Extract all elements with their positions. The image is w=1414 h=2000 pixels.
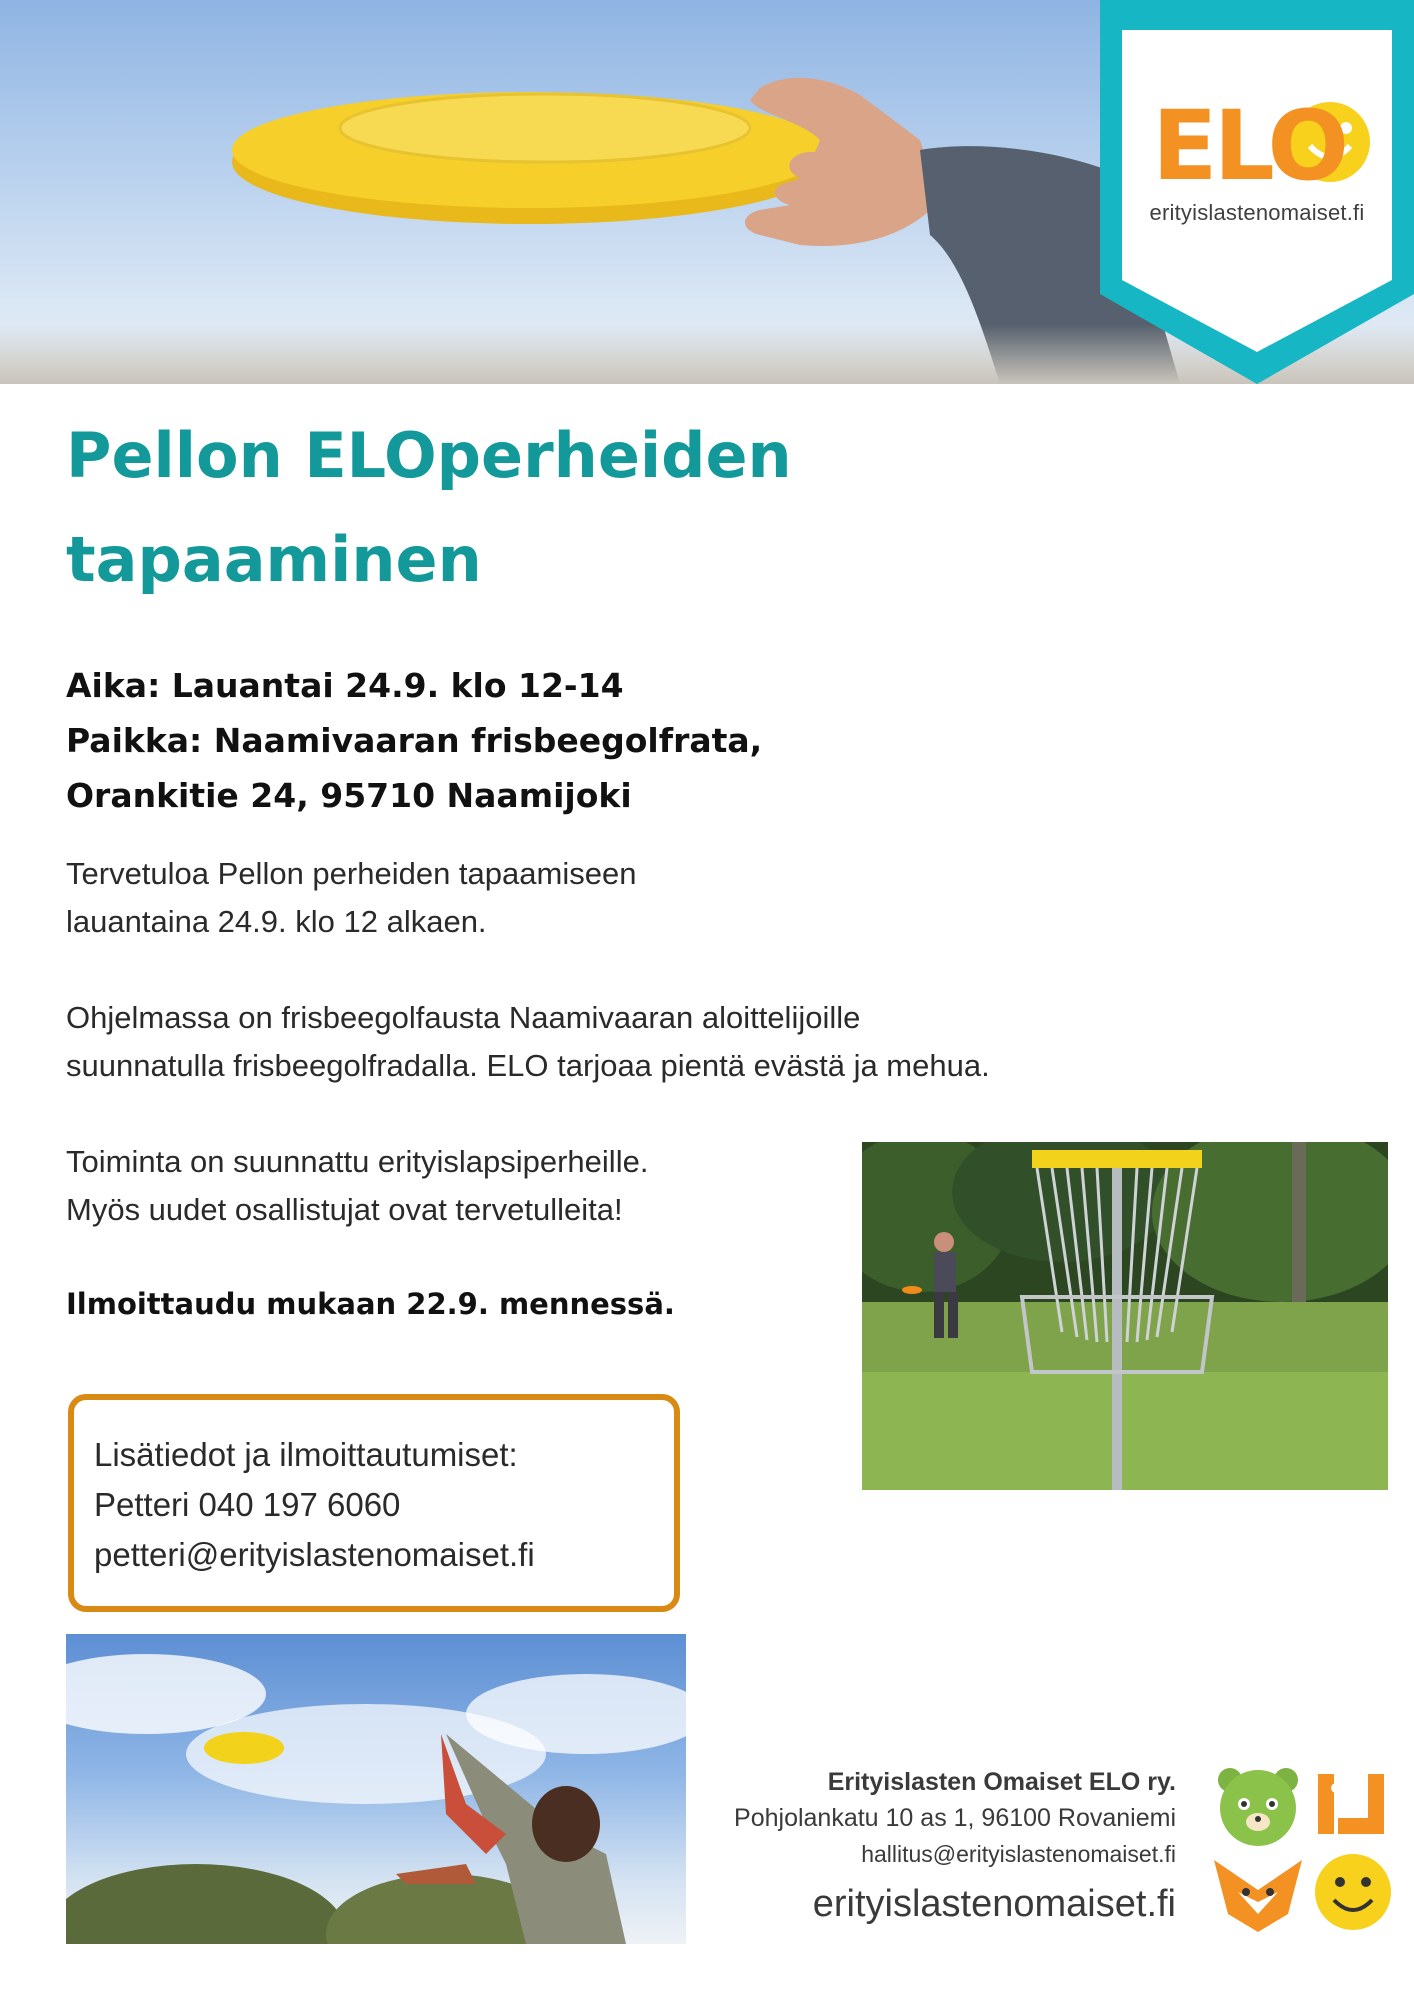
footer-website: erityislastenomaiset.fi: [812, 1883, 1176, 1925]
boy-catching-frisbee-photo: [66, 1634, 686, 1944]
contact-phone: Petteri 040 197 6060: [94, 1486, 401, 1523]
welcome-line-1: Tervetuloa Pellon perheiden tapaamiseen: [66, 856, 637, 891]
audience-line-1: Toiminta on suunnattu erityislapsiperheille.: [66, 1144, 649, 1179]
contact-info-box: [68, 1394, 680, 1612]
page-title: [66, 404, 966, 612]
disc-golf-basket-photo: [862, 1142, 1388, 1490]
footer-organization: Erityislasten Omaiset ELO ry.: [827, 1768, 1176, 1796]
smiley-sun-mascot-icon: [1315, 1854, 1391, 1930]
audience-line-2: Myös uudet osallistujat ovat tervetulleita!: [66, 1192, 623, 1227]
program-line-1: Ohjelmassa on frisbeegolfausta Naamivaaran aloittelijoille: [66, 1000, 861, 1035]
bear-mascot-icon: [1218, 1768, 1298, 1846]
event-time: Aika: Lauantai 24.9. klo 12-14: [66, 666, 624, 705]
rabbit-mascot-icon: [1314, 1774, 1384, 1834]
badge-website: erityislastenomaiset.fi: [1149, 200, 1365, 225]
footer-contact: [700, 1764, 1176, 1932]
registration-deadline: Ilmoittaudu mukaan 22.9. mennessä.: [66, 1287, 675, 1321]
welcome-paragraph: [66, 850, 1026, 946]
event-place-line-1: Paikka: Naamivaaran frisbeegolfrata,: [66, 721, 763, 760]
program-line-2: suunnatulla frisbeegolfradalla. ELO tarjoaa pientä evästä ja mehua.: [66, 1048, 990, 1083]
welcome-line-2: lauantaina 24.9. klo 12 alkaen.: [66, 904, 487, 939]
elo-mascots: [1208, 1764, 1398, 1934]
event-details: [66, 658, 966, 823]
audience-paragraph: [66, 1138, 826, 1234]
event-place-line-2: Orankitie 24, 95710 Naamijoki: [66, 776, 632, 815]
footer-email: hallitus@erityislastenomaiset.fi: [861, 1841, 1176, 1867]
elo-logo-text: ELO: [1152, 90, 1345, 202]
program-paragraph: [66, 994, 1026, 1090]
contact-email: petteri@erityislastenomaiset.fi: [94, 1536, 535, 1573]
boy-catching-frisbee-illustration: [66, 1634, 686, 1944]
fox-mascot-icon: [1214, 1860, 1302, 1932]
title-line-1: Pellon ELOperheiden: [66, 419, 792, 492]
footer-address: Pohjolankatu 10 as 1, 96100 Rovaniemi: [734, 1804, 1176, 1832]
disc-golf-basket-illustration: [862, 1142, 1388, 1490]
title-line-2: tapaaminen: [66, 523, 482, 596]
contact-heading: Lisätiedot ja ilmoittautumiset:: [94, 1436, 518, 1473]
